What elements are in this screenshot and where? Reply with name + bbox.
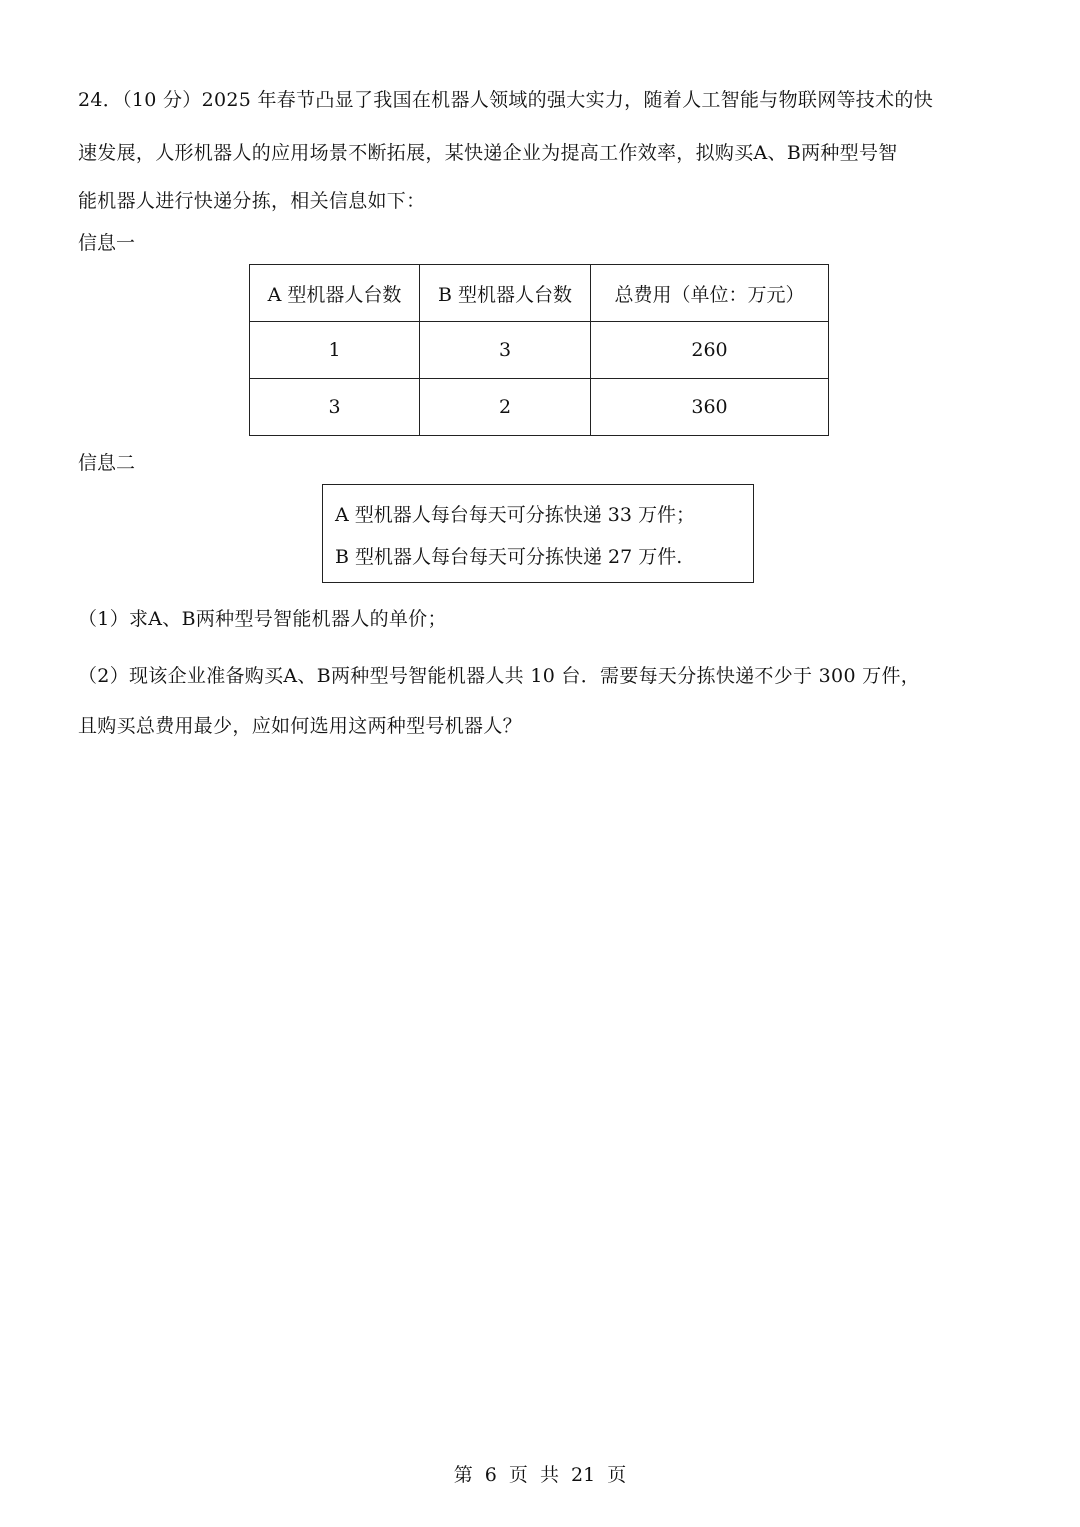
- question-line-2: 速发展，人形机器人的应用场景不断拓展，某快递企业为提高工作效率，拟购买A、B两种型号智: [78, 142, 898, 164]
- table-header-a-count: A 型机器人台数: [250, 265, 420, 322]
- table-cell: 360: [591, 379, 829, 436]
- table-header-total-cost: 总费用（单位：万元）: [591, 265, 829, 322]
- info1-label: 信息一: [78, 232, 136, 254]
- page-footer: 第 6 页 共 21 页: [453, 1464, 627, 1486]
- table-cell: 260: [591, 322, 829, 379]
- info2-box: [322, 484, 754, 583]
- question-line-3: 能机器人进行快递分拣，相关信息如下：: [78, 190, 426, 212]
- table-cell: 1: [250, 322, 420, 379]
- table-row: [250, 379, 829, 436]
- table-header-b-count: B 型机器人台数: [420, 265, 591, 322]
- info2-label: 信息二: [78, 452, 136, 474]
- part-2-line-1: （2）现该企业准备购买A、B两种型号智能机器人共 10 台．需要每天分拣快递不少于 300 万件，: [78, 665, 921, 687]
- question-line-1: 24．（10 分）2025 年春节凸显了我国在机器人领域的强大实力，随着人工智能与物联网等技术的快: [78, 89, 933, 111]
- table-cell: 2: [420, 379, 591, 436]
- part-1-text: （1）求A、B两种型号智能机器人的单价；: [78, 608, 447, 630]
- part-2-line-2: 且购买总费用最少，应如何选用这两种型号机器人？: [78, 715, 522, 737]
- table-cell: 3: [250, 379, 420, 436]
- table-row: [250, 322, 829, 379]
- info2-line-2: B 型机器人每台每天可分拣快递 27 万件.: [335, 546, 683, 568]
- table-cell: 3: [420, 322, 591, 379]
- info1-table: [249, 264, 829, 436]
- info2-line-1: A 型机器人每台每天可分拣快递 33 万件；: [335, 504, 696, 526]
- table-header-row: [250, 265, 829, 322]
